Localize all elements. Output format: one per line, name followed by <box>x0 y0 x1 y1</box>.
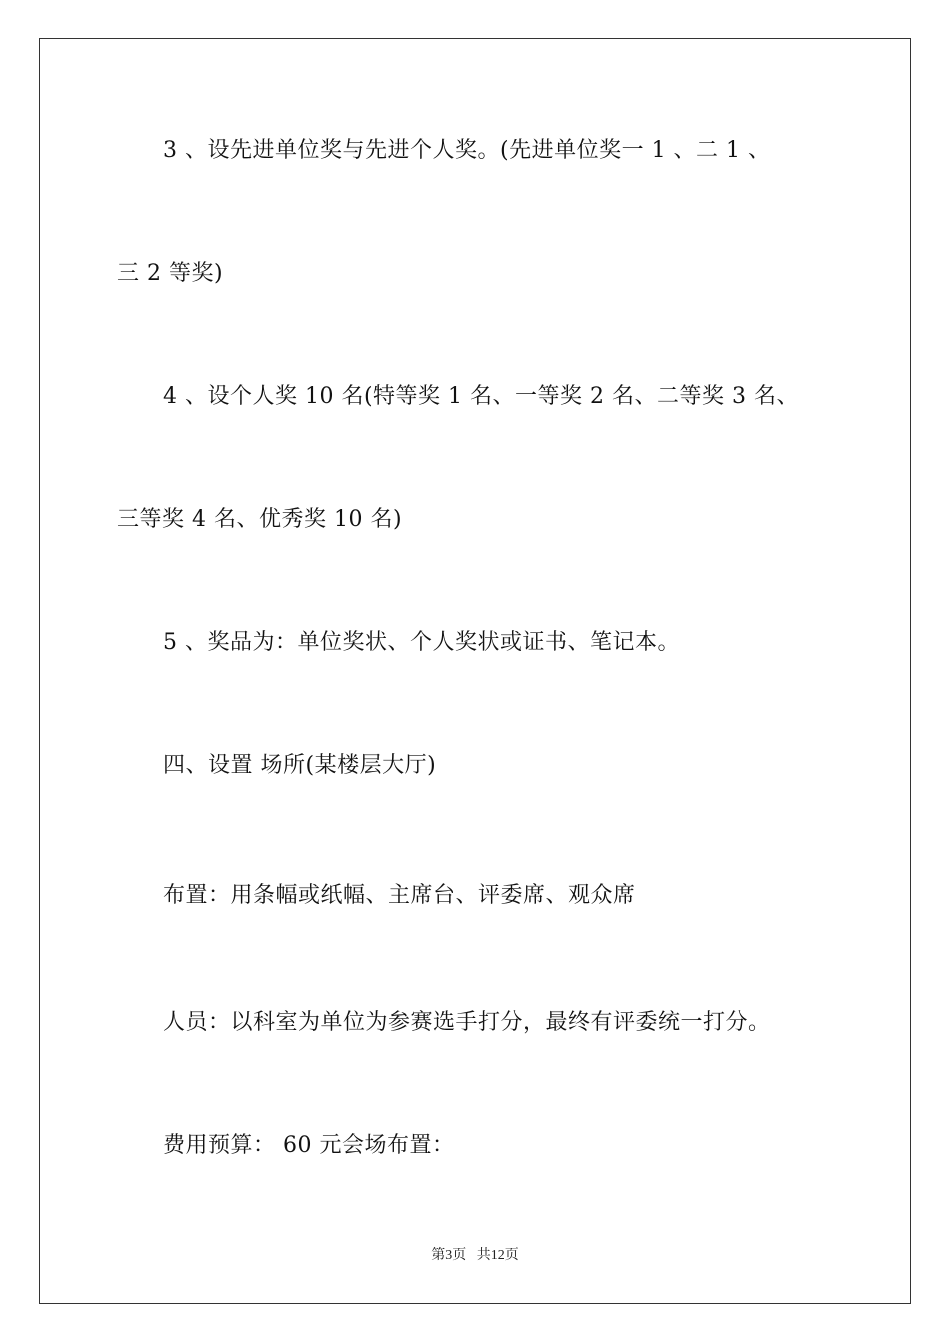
paragraph-line-1: 3 、设先进单位奖与先进个人奖。(先进单位奖一 1 、二 1 、 <box>163 138 771 163</box>
paragraph-line-2: 三 2 等奖) <box>117 261 224 286</box>
paragraph-line-8: 人员：以科室为单位为参赛选手打分，最终有评委统一打分。 <box>163 1010 771 1035</box>
paragraph-line-7: 布置：用条幅或纸幅、主席台、评委席、观众席 <box>163 883 636 908</box>
paragraph-line-4: 三等奖 4 名、优秀奖 10 名) <box>117 507 403 532</box>
paragraph-line-5: 5 、奖品为：单位奖状、个人奖状或证书、笔记本。 <box>163 630 680 655</box>
page-border <box>39 38 911 1304</box>
paragraph-line-9: 费用预算： 60 元会场布置： <box>163 1133 455 1158</box>
section-heading: 四、设置 场所(某楼层大厅) <box>163 753 437 778</box>
page-footer <box>0 1246 950 1266</box>
paragraph-line-3: 4 、设个人奖 10 名(特等奖 1 名、一等奖 2 名、二等奖 3 名、 <box>163 384 800 409</box>
page-number: 第3页 <box>431 1248 467 1263</box>
page-total: 共12页 <box>476 1248 519 1263</box>
